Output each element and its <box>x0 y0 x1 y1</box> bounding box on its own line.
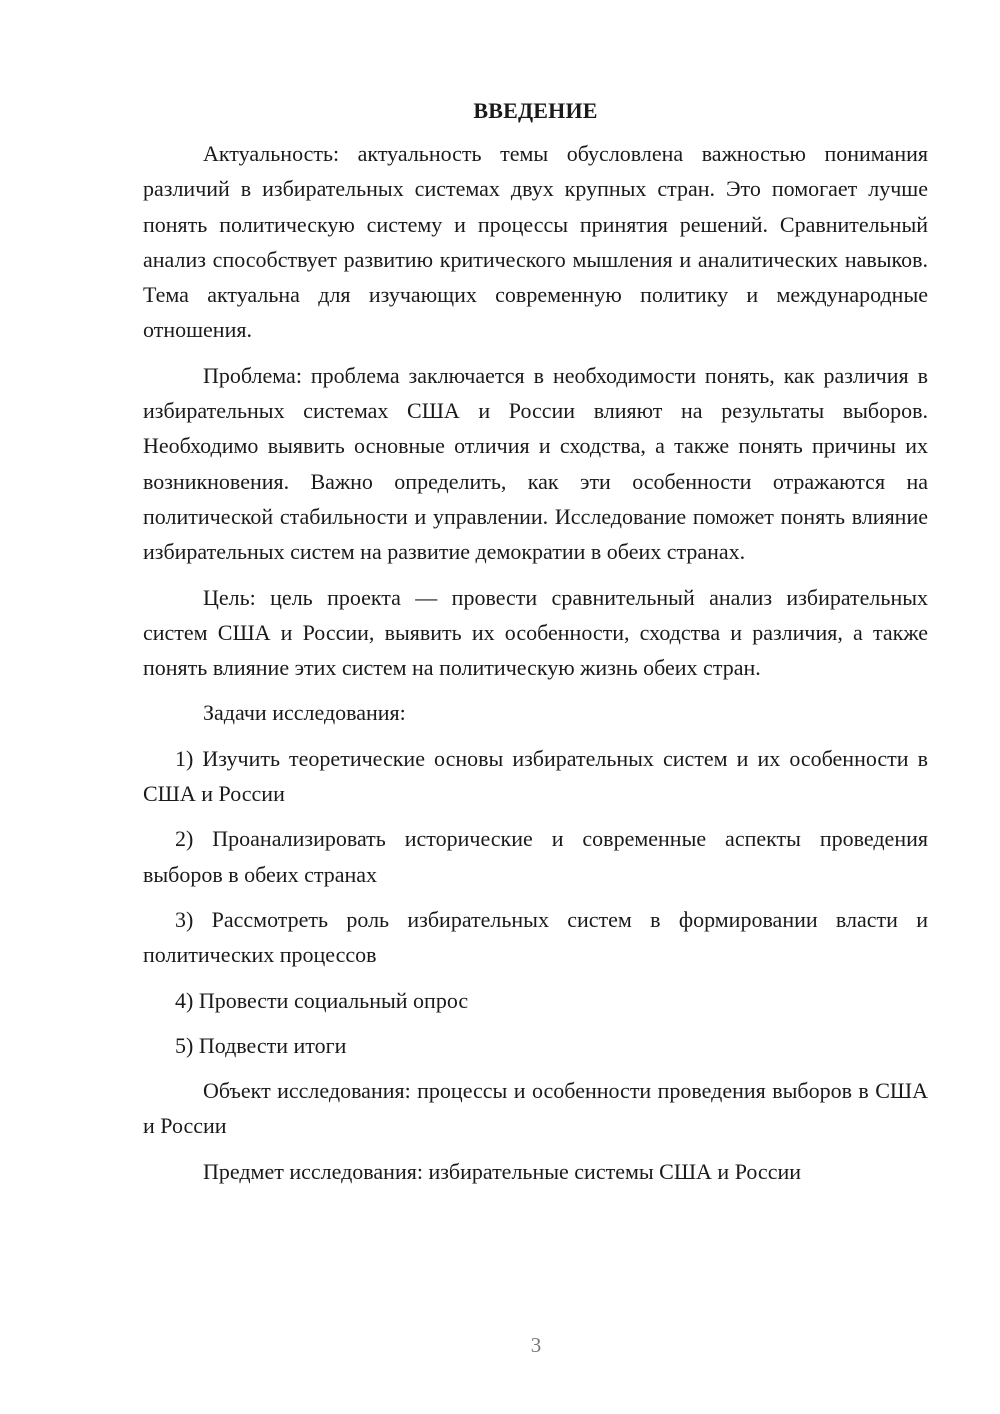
page-number: 3 <box>530 1333 542 1357</box>
tasks-list <box>143 741 928 1063</box>
paragraph-problem: Проблема: проблема заключается в необходимости понять, как различия в избирательных системах США и России влияют на результаты выборов. Необходимо выявить основные отличия и сходства, а также понять причины их возникновения. Важно определить, как эти особенности отражаются на политической стабильности и управлении. Исследование поможет понять влияние избирательных систем на развитие демократии в обеих странах. <box>143 362 928 565</box>
list-item: 5) Подвести итоги <box>175 1032 347 1058</box>
list-item: 1) Изучить теоретические основы избирательных систем и их особенности в США и России <box>143 745 928 807</box>
paragraph-subject: Предмет исследования: избирательные системы США и России <box>203 1158 802 1184</box>
list-item: 4) Провести социальный опрос <box>175 987 469 1013</box>
paragraph-goal: Цель: цель проекта — провести сравнительный анализ избирательных систем США и России, выявить их особенности, сходства и различия, а также понять влияние этих систем на политическую жизнь обеих стран. <box>143 584 928 681</box>
list-item: 3) Рассмотреть роль избирательных систем в формировании власти и политических процессов <box>143 906 928 968</box>
paragraph-relevance: Актуальность: актуальность темы обусловлена важностью понимания различий в избирательных системах двух крупных стран. Это помогает лучше понять политическую систему и процессы принятия решений. Сравнительный анализ способствует развитию критического мышления и аналитических навыков. Тема актуальна для изучающих современную политику и международные отношения. <box>143 141 928 343</box>
paragraph-tasks-intro: Задачи исследования: <box>203 700 406 726</box>
section-heading: ВВЕДЕНИЕ <box>473 98 598 123</box>
document-page <box>143 96 928 1199</box>
list-item: 2) Проанализировать исторические и современные аспекты проведения выборов в обеих странах <box>143 826 928 887</box>
paragraph-object: Объект исследования: процессы и особенности проведения выборов в США и России <box>143 1078 928 1139</box>
